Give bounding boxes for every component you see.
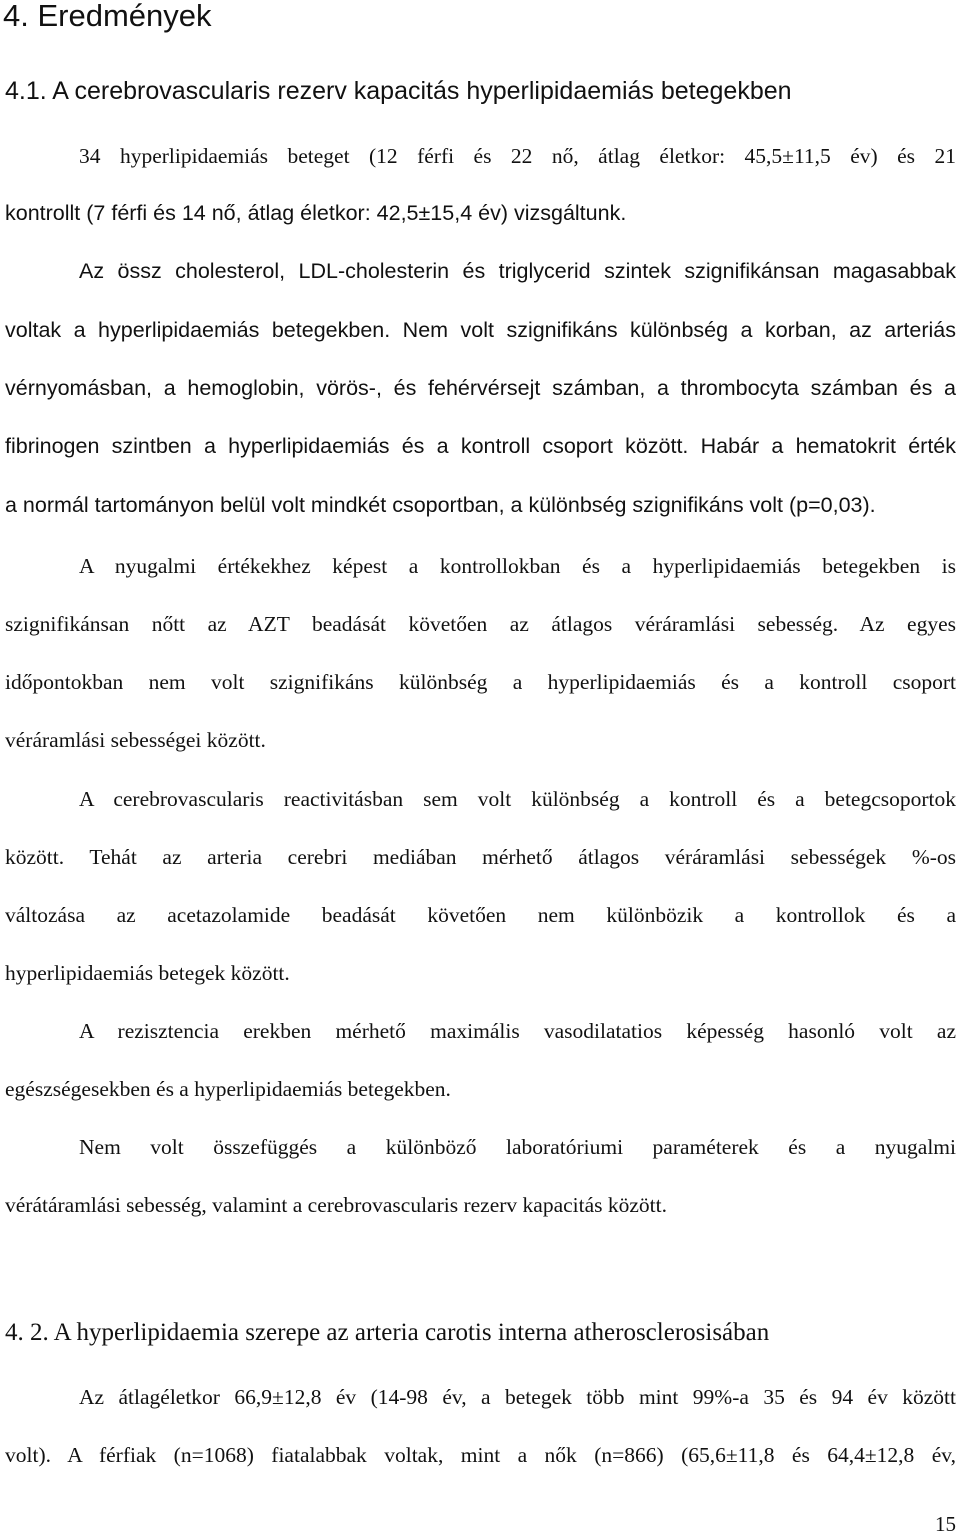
body-line: között. Tehát az arteria cerebri mediában mérhető átlagos véráramlási sebességek %-os	[5, 845, 956, 869]
body-line: Nem volt összefüggés a különböző laboratóriumi paraméterek és a nyugalmi	[79, 1135, 956, 1159]
page-number: 15	[935, 1512, 956, 1536]
section-heading-4-1: 4.1. A cerebrovascularis rezerv kapacitás hyperlipidaemiás betegekben	[5, 77, 792, 105]
body-line: A rezisztencia erekben mérhető maximális vasodilatatios képesség hasonló volt az	[79, 1019, 956, 1043]
body-line: A nyugalmi értékekhez képest a kontrollokban és a hyperlipidaemiás betegekben is	[79, 554, 956, 578]
section-heading-4-2: 4. 2. A hyperlipidaemia szerepe az arteria carotis interna atherosclerosisában	[5, 1319, 770, 1346]
body-line: kontrollt (7 férfi és 14 nő, átlag életkor: 42,5±15,4 év) vizsgáltunk.	[5, 201, 627, 225]
body-line: időpontokban nem volt szignifikáns különbség a hyperlipidaemiás és a kontroll csoport	[5, 670, 956, 694]
body-line: szignifikánsan nőtt az AZT beadását követően az átlagos véráramlási sebesség. Az egyes	[5, 612, 956, 636]
body-line: változása az acetazolamide beadását követően nem különbözik a kontrollok és a	[5, 903, 956, 927]
body-line: Az átlagéletkor 66,9±12,8 év (14-98 év, a betegek több mint 99%-a 35 és 94 év között	[79, 1385, 956, 1409]
body-line: 34 hyperlipidaemiás beteget (12 férfi és 22 nő, átlag életkor: 45,5±11,5 év) és 21	[79, 144, 956, 168]
body-line: hyperlipidaemiás betegek között.	[5, 961, 290, 985]
body-line: voltak a hyperlipidaemiás betegekben. Nem volt szignifikáns különbség a korban, az arteriás	[5, 318, 956, 342]
body-line: vérátáramlási sebesség, valamint a cerebrovascularis rezerv kapacitás között.	[5, 1193, 668, 1217]
body-line: egészségesekben és a hyperlipidaemiás betegekben.	[5, 1077, 451, 1101]
body-line: A cerebrovascularis reactivitásban sem volt különbség a kontroll és a betegcsoportok	[79, 787, 956, 811]
chapter-heading: 4. Eredmények	[3, 0, 212, 33]
body-line: Az össz cholesterol, LDL-cholesterin és triglycerid szintek szignifikánsan magasabbak	[79, 259, 956, 283]
body-line: volt). A férfiak (n=1068) fiatalabbak voltak, mint a nők (n=866) (65,6±11,8 és 64,4±12,8 év,	[5, 1443, 956, 1467]
body-line: vérnyomásban, a hemoglobin, vörös-, és fehérvérsejt számban, a thrombocyta számban és a	[5, 376, 956, 400]
body-line: fibrinogen szintben a hyperlipidaemiás és a kontroll csoport között. Habár a hematokrit érték	[5, 434, 956, 458]
body-line: véráramlási sebességei között.	[5, 728, 266, 752]
body-line: a normál tartományon belül volt mindkét csoportban, a különbség szignifikáns volt (p=0,03).	[5, 493, 876, 517]
